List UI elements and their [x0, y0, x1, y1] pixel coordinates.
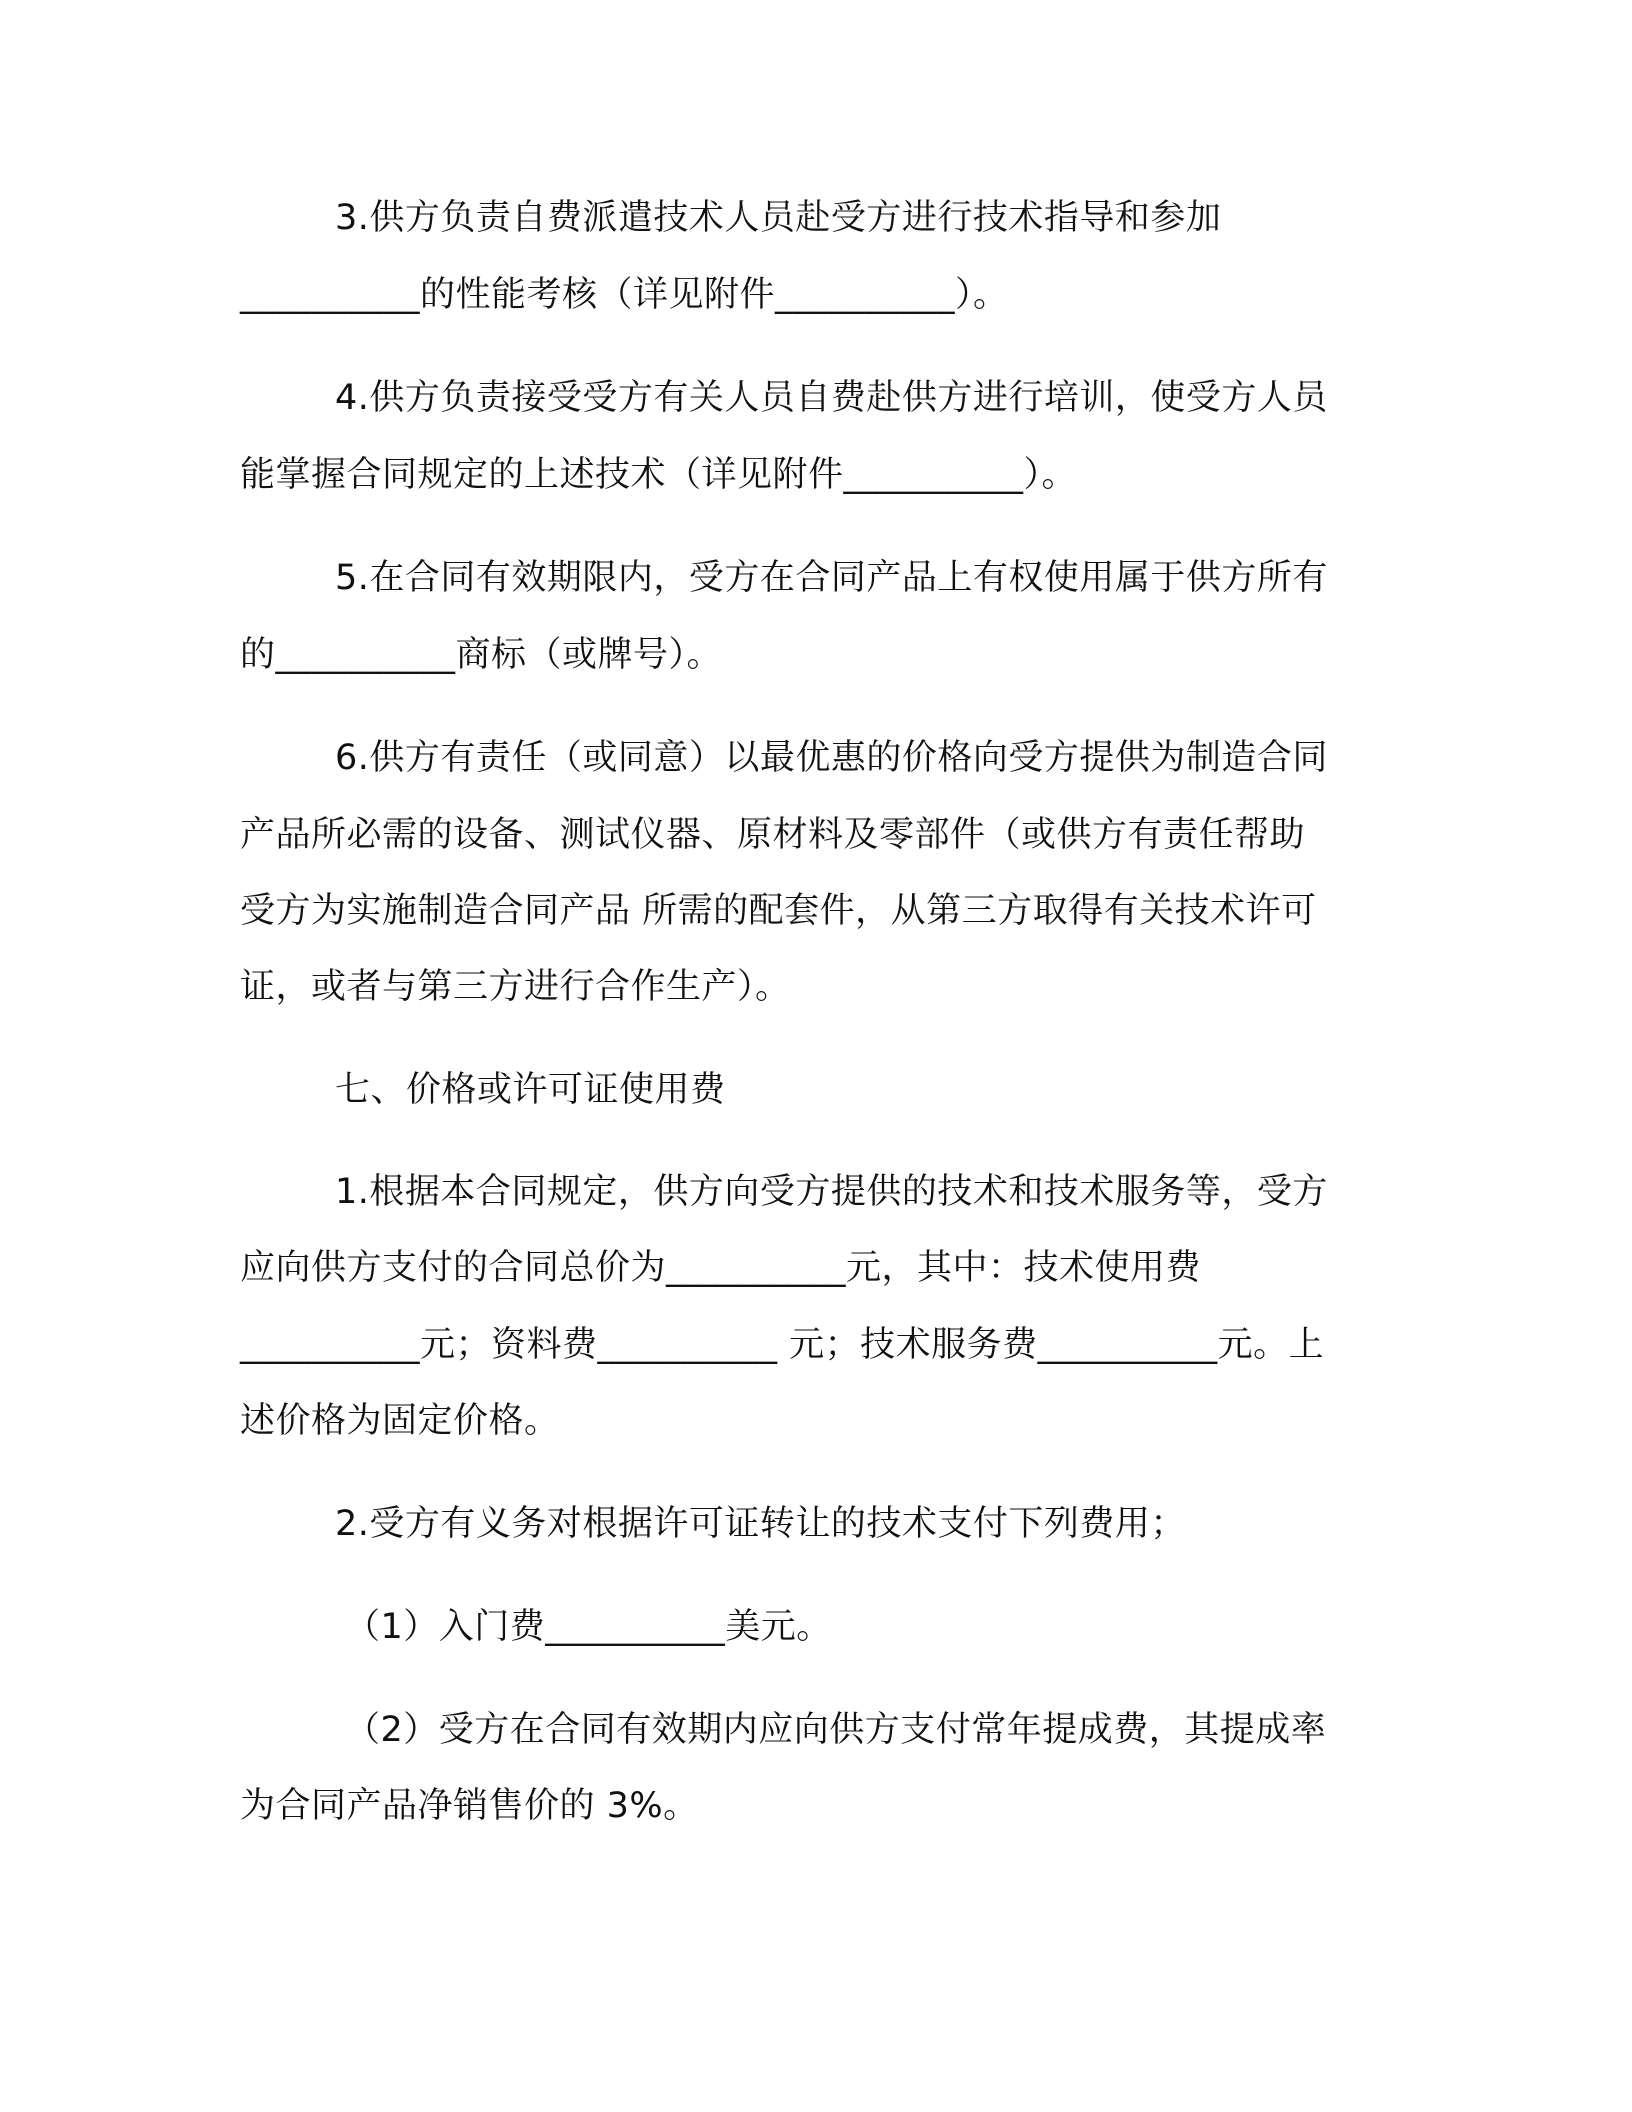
clause-4-line-2: 能掌握合同规定的上述技术（详见附件__________）。	[240, 455, 1078, 495]
clause-6-line-2: 产品所必需的设备、测试仪器、原材料及零部件（或供方有责任帮助	[240, 815, 1306, 855]
clause-6-line-1: 6.供方有责任（或同意）以最优惠的价格向受方提供为制造合同	[335, 738, 1328, 778]
clause-3-line-1: 3.供方负责自费派遣技术人员赴受方进行技术指导和参加	[335, 198, 1222, 238]
document-page	[240, 0, 1370, 2112]
clause-6-line-3: 受方为实施制造合同产品 所需的配套件，从第三方取得有关技术许可	[240, 891, 1317, 931]
price-clause-1-line-1: 1.根据本合同规定，供方向受方提供的技术和技术服务等，受方	[335, 1172, 1328, 1212]
fee-item-2-line-2: 为合同产品净销售价的 3%。	[240, 1786, 699, 1826]
clause-5-line-2: 的__________商标（或牌号）。	[240, 635, 723, 675]
price-clause-1-line-2: 应向供方支付的合同总价为__________元，其中：技术使用费	[240, 1248, 1202, 1288]
fee-item-2-line-1: （2）受方在合同有效期内应向供方支付常年提成费，其提成率	[345, 1710, 1327, 1750]
price-clause-1-line-4: 述价格为固定价格。	[240, 1401, 560, 1441]
clause-3-line-2: __________的性能考核（详见附件__________）。	[240, 275, 1009, 315]
price-clause-1-line-3: __________元；资料费__________ 元；技术服务费__________元。上	[240, 1325, 1325, 1365]
section-heading: 七、价格或许可证使用费	[335, 1070, 726, 1110]
clause-5-line-1: 5.在合同有效期限内，受方在合同产品上有权使用属于供方所有	[335, 558, 1328, 598]
clause-4-line-1: 4.供方负责接受受方有关人员自费赴供方进行培训，使受方人员	[335, 378, 1328, 418]
price-clause-2-line-1: 2.受方有义务对根据许可证转让的技术支付下列费用；	[335, 1504, 1186, 1544]
fee-item-1: （1）入门费__________美元。	[345, 1607, 832, 1647]
clause-6-line-4: 证，或者与第三方进行合作生产）。	[240, 967, 791, 1007]
